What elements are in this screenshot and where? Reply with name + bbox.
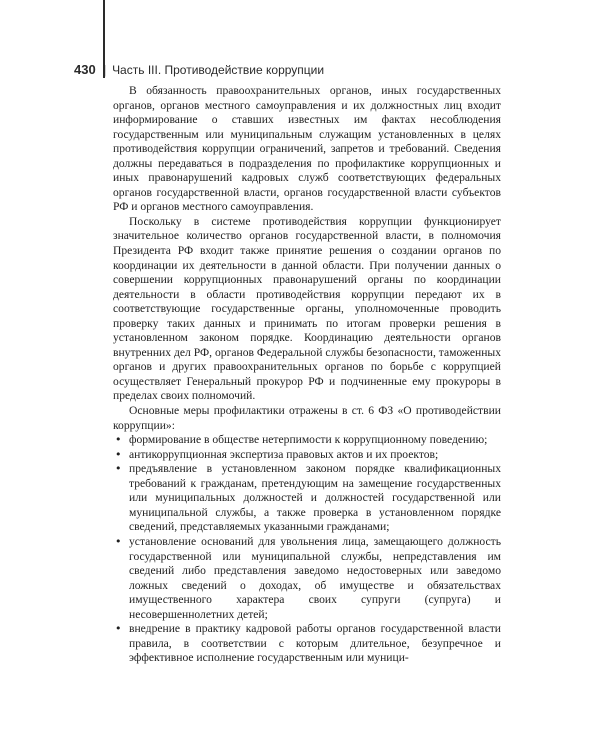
paragraph: Основные меры профилактики отражены в ст. 6 ФЗ «О противодействии коррупции»: — [113, 404, 501, 432]
header-separator: | — [102, 63, 107, 77]
page-body — [113, 84, 501, 666]
running-header — [74, 63, 324, 77]
list-item: • формирование в обществе нетерпимости к коррупционному поведению; — [113, 433, 501, 448]
list-item: • предъявление в установленном законом порядке квалификационных требований к гражданам, претендующим на замещение государственных или муниципальных должностей и должностей государственной или муниципальной службы, а также проверка в установленном порядке сведений, представляемых указанными гражданами; — [113, 462, 501, 535]
running-title: Часть III. Противодействие коррупции — [112, 63, 325, 77]
page-number: 430 — [74, 62, 96, 77]
bullet-list — [113, 433, 501, 666]
paragraph: Поскольку в системе противодействия коррупции функционирует значительное количество органов государственной власти, в полномочия Президента РФ входит также принятие решения о создании органов по координации их деятельности в данной области. При получении данных о совершении коррупционных правонарушений органы по координации деятельности в области противодействия коррупции передают их в соответствующие государственные органы, уполномоченные проводить проверку таких данных и принимать по итогам проверки решения в установленном законом порядке. Координацию деятельности органов внутренних дел РФ, органов Федеральной службы безопасности, таможенных органов и других правоохранительных органов по борьбе с коррупцией осуществляет Генеральный прокурор РФ и подчиненные ему прокуроры в пределах своих полномочий. — [113, 214, 501, 403]
list-item: • антикоррупционная экспертиза правовых актов и их проектов; — [113, 448, 501, 463]
list-item: • внедрение в практику кадровой работы органов государственной власти правила, в соответствии с которым длительное, безупречное и эффективное исполнение государственным или муници- — [113, 622, 501, 666]
list-item: • установление оснований для увольнения лица, замещающего должность государственной или муниципальной службы, непредставления им сведений либо представления заведомо недостоверных или заведомо ложных сведений о доходах, об имуществе и обязательствах имущественного характера своих супруги (супруга) и несовершеннолетних детей; — [113, 535, 501, 622]
paragraph: В обязанность правоохранительных органов, иных государственных органов, органов местного самоуправления и их должностных лиц входит информирование о ставших известных им фактах несоблюдения государственным или муниципальным служащим установленных в целях противодействия коррупции ограничений, запретов и требований. Сведения должны передаваться в подразделения по профилактике коррупционных и иных правонарушений кадровых служб соответствующих федеральных органов государственной власти, органов государственной власти субъектов РФ и органов местного самоуправления. — [113, 84, 501, 214]
